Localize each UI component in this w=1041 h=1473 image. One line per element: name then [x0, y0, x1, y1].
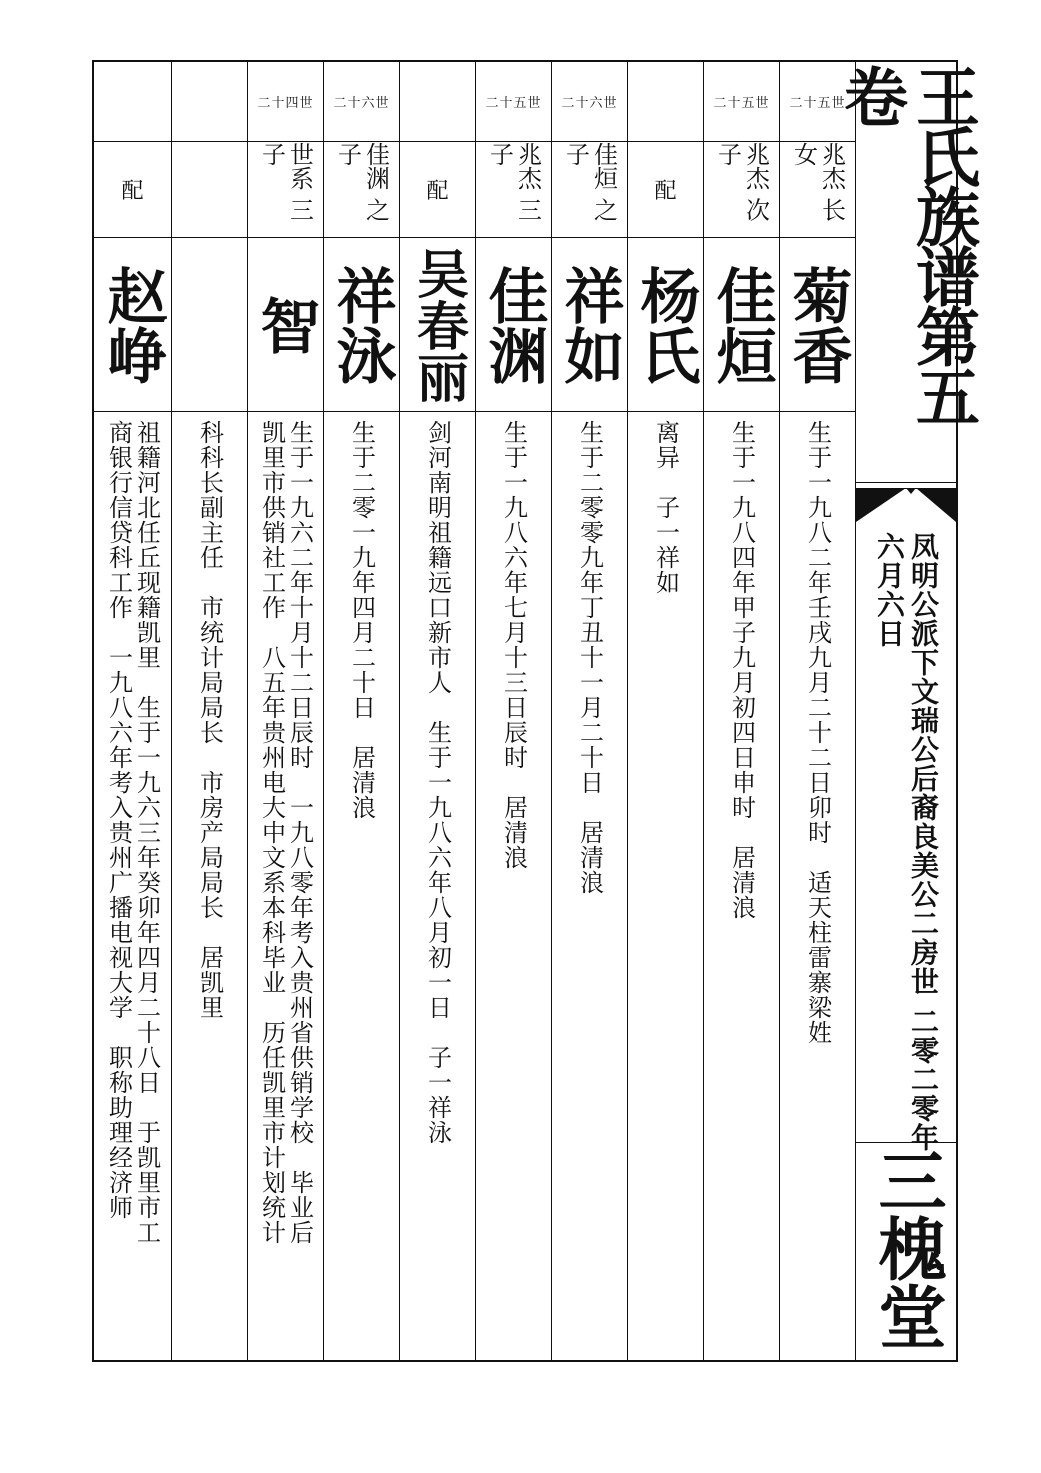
person-name: 赵峥 [97, 264, 168, 385]
record-column [248, 62, 324, 1360]
relation-text: 配 [426, 179, 449, 204]
record-column [324, 62, 400, 1360]
generation-label [94, 62, 171, 142]
detail-text: 生于二零零九年丁丑十一月二十日 居清浪 [575, 420, 604, 895]
detail-cell [628, 412, 703, 1360]
lineage-subtitle-text: 凤明公派下文瑞公后裔良美公二房世 二零二零年六月六日 [873, 532, 940, 1152]
generation-label [400, 62, 475, 142]
volume-title [833, 62, 979, 482]
detail-cell [704, 412, 779, 1360]
record-column [172, 62, 248, 1360]
relation-text: 兆杰 长女 [789, 142, 846, 222]
record-column [704, 62, 780, 1360]
detail-text: 生于一九八四年甲子九月初四日申时 居清浪 [727, 420, 756, 920]
relation-text: 配 [121, 179, 144, 204]
detail-cell [400, 412, 475, 1360]
person-name-cell [476, 238, 551, 412]
relation-cell [172, 142, 247, 238]
relation-text: 兆杰 三子 [485, 142, 542, 222]
lineage-subtitle [856, 532, 956, 1152]
relation-text: 兆杰 次子 [713, 142, 770, 222]
relation-text: 世系 三子 [257, 142, 314, 222]
detail-text: 生于一九八二年壬戌九月二十二日卯时 适天柱雷寨梁姓 [803, 420, 832, 1045]
genealogy-page [92, 60, 979, 1362]
hall-name [856, 1146, 956, 1360]
relation-cell [780, 142, 855, 238]
detail-text: 科科长副主任 市统计局局长 市房产局局长 居凯里 [195, 420, 224, 1020]
detail-text: 生于二零一九年四月二十日 居清浪 [347, 420, 376, 820]
relation-cell [628, 142, 703, 238]
hall-name-text: 三槐堂 [867, 1146, 946, 1350]
detail-cell [94, 412, 171, 1360]
relation-cell [94, 142, 171, 238]
person-name: 佳烜 [706, 264, 777, 385]
person-name: 杨氏 [630, 264, 701, 385]
person-name-cell [780, 238, 855, 412]
detail-text: 离异 子一祥如 [651, 420, 680, 595]
generation-label: 二十六世 [552, 62, 627, 142]
detail-text: 生于一九八六年七月十三日辰时 居清浪 [499, 420, 528, 870]
person-name-cell [248, 238, 323, 412]
person-name: 祥泳 [326, 264, 397, 385]
person-name-cell [552, 238, 627, 412]
relation-cell [552, 142, 627, 238]
record-column [400, 62, 476, 1360]
relation-cell [248, 142, 323, 238]
generation-label: 二十五世 [476, 62, 551, 142]
title-panel [833, 62, 979, 1360]
person-name-cell [324, 238, 399, 412]
title-divider [856, 482, 956, 483]
relation-cell [704, 142, 779, 238]
generation-label [628, 62, 703, 142]
generation-label [172, 62, 247, 142]
relation-cell [400, 142, 475, 238]
person-name: 吴春丽 [407, 246, 468, 403]
person-name: 菊香 [782, 264, 853, 385]
person-name: 祥如 [554, 264, 625, 385]
volume-title-text: 王氏族谱第五卷 [833, 64, 979, 424]
fishtail-ornament [856, 488, 956, 522]
relation-text: 佳烜 之子 [561, 142, 618, 222]
detail-text: 祖籍河北任丘现籍凯里 生于一九六三年癸卯年四月二十八日 于凯里市工 商银行信贷科工作 一九八六年考入贵州广播电视大学 职称助理经济师 [104, 420, 161, 1245]
detail-cell [552, 412, 627, 1360]
relation-text: 配 [654, 179, 677, 204]
generation-label: 二十五世 [704, 62, 779, 142]
person-name: 智 [250, 294, 321, 355]
record-column [780, 62, 856, 1360]
record-column [552, 62, 628, 1360]
record-column [476, 62, 552, 1360]
person-name: 佳渊 [478, 264, 549, 385]
person-name-cell [172, 238, 247, 412]
detail-cell [476, 412, 551, 1360]
person-name-cell [94, 238, 171, 412]
detail-text: 生于一九六二年十月十二日辰时 一九八零年考入贵州省供销学校 毕业后 凯里市供销社工作 八五年贵州电大中文系本科毕业 历任凯里市计划统计 [257, 420, 314, 1245]
detail-cell [172, 412, 247, 1360]
detail-text: 剑河南明祖籍远口新市人 生于一九八六年八月初一日 子一祥泳 [423, 420, 452, 1145]
title-divider [856, 1142, 956, 1143]
relation-text: 佳渊 之子 [333, 142, 390, 222]
record-column [94, 62, 172, 1360]
detail-cell [780, 412, 855, 1360]
generation-label: 二十四世 [248, 62, 323, 142]
person-name-cell [400, 238, 475, 412]
relation-cell [324, 142, 399, 238]
record-column [628, 62, 704, 1360]
detail-cell [324, 412, 399, 1360]
person-name-cell [628, 238, 703, 412]
generation-label: 二十六世 [324, 62, 399, 142]
relation-cell [476, 142, 551, 238]
generation-label: 二十五世 [780, 62, 855, 142]
person-name-cell [704, 238, 779, 412]
detail-cell [248, 412, 323, 1360]
